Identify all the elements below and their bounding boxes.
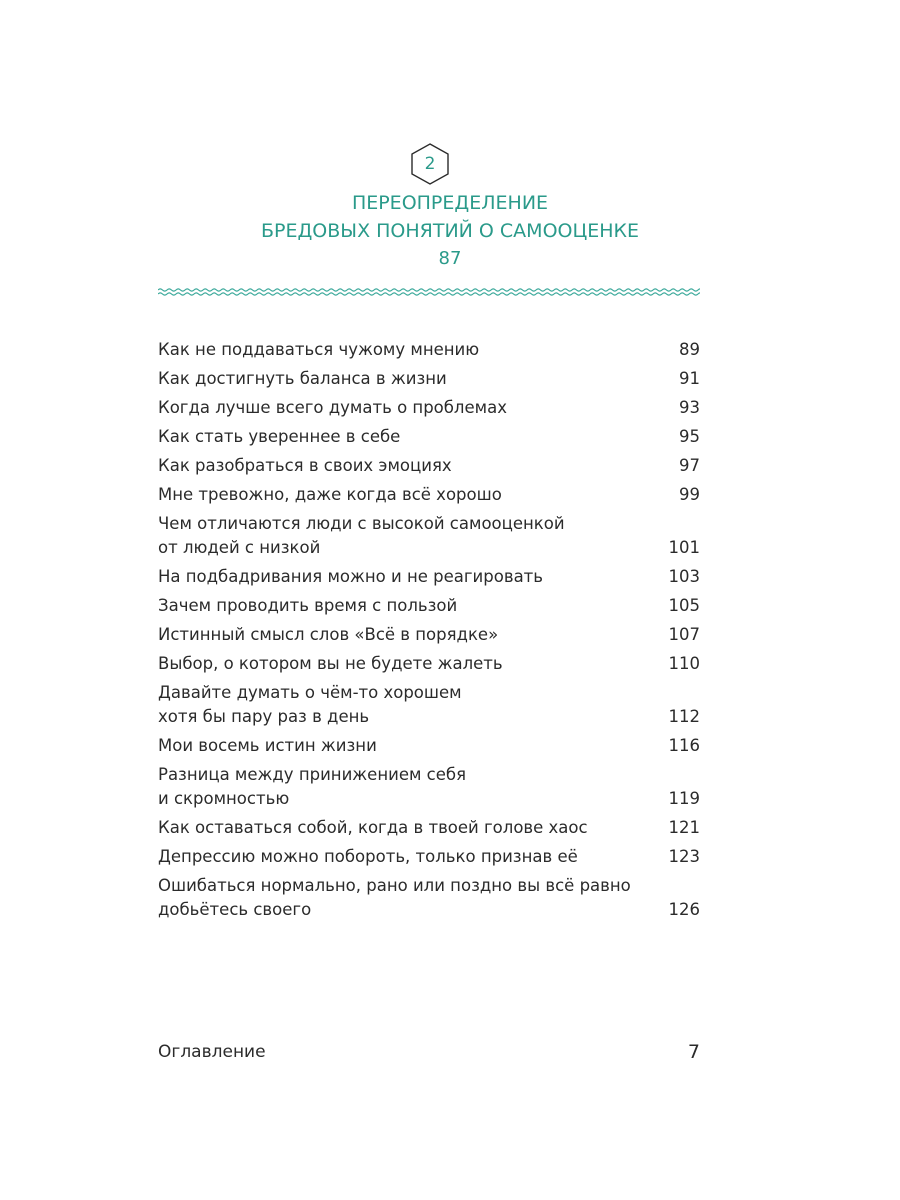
toc-entry-page: 91 [679,369,700,388]
toc-entry-page: 112 [668,707,700,726]
toc-entry-title: Зачем проводить время с пользой [158,596,458,615]
toc-entry-title: Как не поддаваться чужому мнению [158,340,480,359]
toc-entry[interactable] [158,512,700,565]
toc-entry-title: Давайте думать о чём-то хорошем хотя бы пару раз в день [158,683,462,726]
toc-entry-page: 107 [668,625,700,644]
chapter-title-line-2: БРЕДОВЫХ ПОНЯТИЙ О САМООЦЕНКЕ [260,220,640,242]
toc-entry-page: 123 [668,847,700,866]
toc-entry[interactable] [158,396,700,425]
toc-entry[interactable] [158,816,700,845]
toc-entry-page: 97 [679,456,700,475]
chapter-number: 2 [424,154,436,174]
toc-entry-page: 89 [679,340,700,359]
toc-entry-title: Когда лучше всего думать о проблемах [158,398,507,417]
footer-section-title: Оглавление [158,1042,266,1062]
toc-entry[interactable] [158,845,700,874]
toc-entry-title: Чем отличаются люди с высокой самооценкой от людей с низкой [158,514,565,557]
toc-entry-title: Как стать увереннее в себе [158,427,401,446]
toc-entry[interactable] [158,681,700,734]
toc-entry[interactable] [158,338,700,367]
toc-entry[interactable] [158,454,700,483]
toc-entry-page: 101 [668,538,700,557]
wave-divider [158,286,700,298]
toc-entry-title: Как достигнуть баланса в жизни [158,369,447,388]
toc-entry-page: 93 [679,398,700,417]
toc-entry[interactable] [158,623,700,652]
toc-entry-title: Ошибаться нормально, рано или поздно вы всё равно добьётесь своего [158,876,631,919]
toc-entry-page: 103 [668,567,700,586]
chapter-title-line-1: ПЕРЕОПРЕДЕЛЕНИЕ [351,192,549,214]
toc-entry[interactable] [158,734,700,763]
chapter-number-badge [409,142,451,186]
footer-page-number: 7 [687,1041,700,1063]
toc-entry-page: 119 [668,789,700,808]
toc-entry[interactable] [158,483,700,512]
toc-entry-title: Истинный смысл слов «Всё в порядке» [158,625,499,644]
toc-entry-page: 99 [679,485,700,504]
toc-entry-title: Как оставаться собой, когда в твоей голове хаос [158,818,588,837]
toc-entry[interactable] [158,565,700,594]
toc-entry-page: 95 [679,427,700,446]
toc-entry-title: Депрессию можно побороть, только признав её [158,847,578,866]
toc-entry[interactable] [158,367,700,396]
toc-entry[interactable] [158,594,700,623]
toc-entry-page: 110 [668,654,700,673]
toc-entry-title: Мне тревожно, даже когда всё хорошо [158,485,502,504]
toc-entry-page: 121 [668,818,700,837]
toc-entry-title: Выбор, о котором вы не будете жалеть [158,654,503,673]
toc-entry[interactable] [158,652,700,681]
toc-entry[interactable] [158,874,700,927]
toc-entry[interactable] [158,763,700,816]
table-of-contents [158,338,700,927]
toc-entry[interactable] [158,425,700,454]
toc-entry-page: 116 [668,736,700,755]
toc-entry-page: 126 [668,900,700,919]
toc-entry-title: На подбадривания можно и не реагировать [158,567,544,586]
toc-entry-title: Мои восемь истин жизни [158,736,377,755]
toc-entry-page: 105 [668,596,700,615]
toc-entry-title: Разница между принижением себя и скромностью [158,765,467,808]
chapter-page-number: 87 [438,248,462,269]
toc-entry-title: Как разобраться в своих эмоциях [158,456,452,475]
